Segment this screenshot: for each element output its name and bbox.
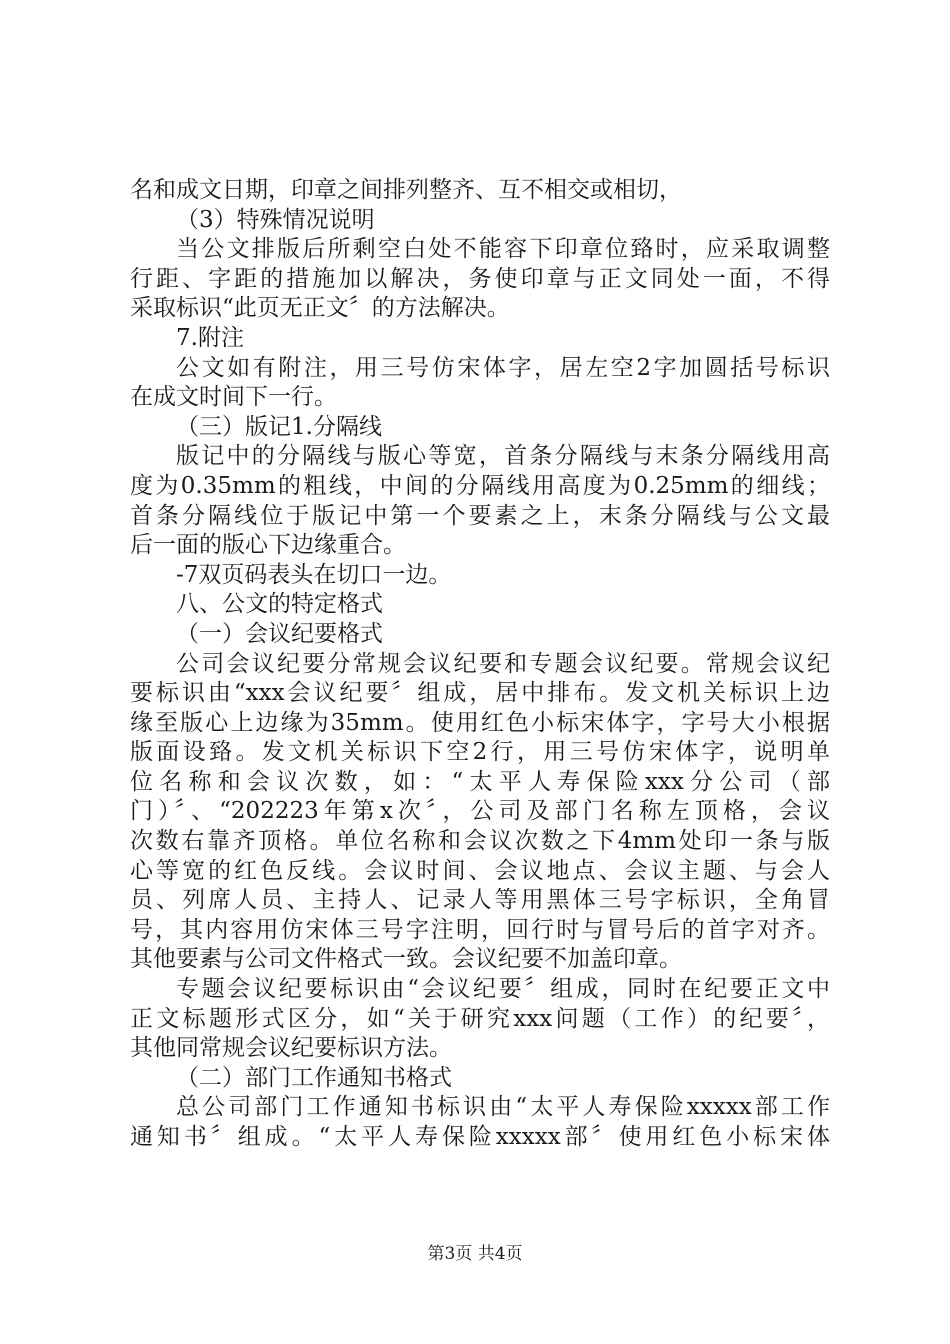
text-line: 名和成文日期，印章之间排列整齐、互不相交或相切， xyxy=(130,177,682,203)
text-line: 专题会议纪要标识由“会议纪要〞组成，同时在纪要正文中 xyxy=(176,976,830,1003)
page-number-footer: 第3页 共4页 xyxy=(427,1244,523,1264)
text-line: 公司会议纪要分常规会议纪要和专题会议纪要。常规会议纪 xyxy=(176,650,830,677)
text-line: 位名称和会议次数，如：“太平人寿保险xxx分公司（部 xyxy=(130,768,830,795)
text-line: 号，其内容用仿宋体三号字注明，回行时与冒号后的首字对齐。 xyxy=(130,916,830,943)
text-line: 后一面的版心下边缘重合。 xyxy=(130,532,406,559)
text-line: 行距、字距的措施加以解决，务使印章与正文同处一面，不得 xyxy=(130,265,830,292)
text-line: （二）部门工作通知书格式 xyxy=(176,1064,452,1091)
text-line: 当公文排版后所剩空白处不能容下印章位臵时，应采取调整 xyxy=(176,236,830,263)
text-line: 在成文时间下一行。 xyxy=(130,384,337,411)
text-line: 心等宽的红色反线。会议时间、会议地点、会议主题、与会人 xyxy=(130,857,830,884)
text-line: （三）版记1.分隔线 xyxy=(176,413,382,440)
text-line: -7双页码表头在切口一边。 xyxy=(176,561,452,588)
text-line: （3）特殊情况说明 xyxy=(176,206,375,233)
document-body xyxy=(130,176,830,1153)
text-line: 采取标识“此页无正文〞的方法解决。 xyxy=(130,295,510,322)
text-line: 7.附注 xyxy=(176,324,244,351)
text-line: 公文如有附注，用三号仿宋体字，居左空2字加圆括号标识 xyxy=(176,354,830,381)
text-line: 其他要素与公司文件格式一致。会议纪要不加盖印章。 xyxy=(130,946,682,973)
text-line: 正文标题形式区分，如“关于研究xxx问题（工作）的纪要〞， xyxy=(130,1005,830,1032)
text-line: 要标识由“xxx会议纪要〞组成，居中排布。发文机关标识上边 xyxy=(130,680,830,707)
text-line: 首条分隔线位于版记中第一个要素之上，末条分隔线与公文最 xyxy=(130,502,830,529)
text-line: 度为0.35mm的粗线，中间的分隔线用高度为0.25mm的细线； xyxy=(130,472,830,499)
text-line: 次数右靠齐顶格。单位名称和会议次数之下4mm处印一条与版 xyxy=(130,828,830,855)
text-line: 总公司部门工作通知书标识由“太平人寿保险xxxxx部工作 xyxy=(176,1094,830,1121)
text-line: 版面设臵。发文机关标识下空2行，用三号仿宋体字，说明单 xyxy=(130,739,830,766)
text-line: 版记中的分隔线与版心等宽，首条分隔线与末条分隔线用高 xyxy=(176,443,830,470)
text-line: （一）会议纪要格式 xyxy=(176,620,383,647)
text-line: 缘至版心上边缘为35mm。使用红色小标宋体字，字号大小根据 xyxy=(130,709,830,736)
text-line: 八、公文的特定格式 xyxy=(176,591,383,618)
text-line: 员、列席人员、主持人、记录人等用黑体三号字标识，全角冒 xyxy=(130,887,830,914)
text-line: 其他同常规会议纪要标识方法。 xyxy=(130,1035,452,1062)
text-line: 通知书〞组成。“太平人寿保险xxxxx部〞使用红色小标宋体 xyxy=(130,1124,830,1150)
text-line: 门）〞、“202223年第x次〞，公司及部门名称左顶格，会议 xyxy=(130,798,830,825)
